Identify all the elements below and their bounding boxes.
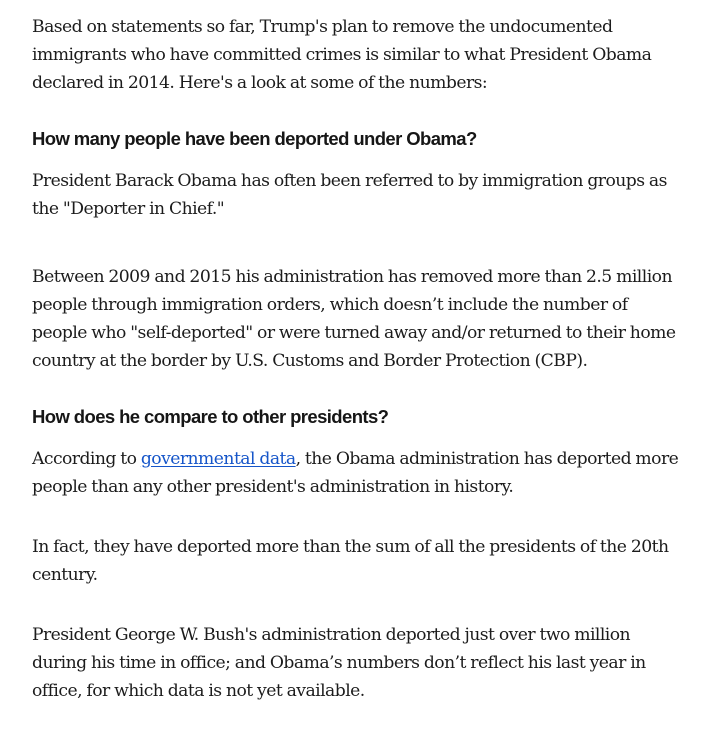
article-body [32, 13, 682, 705]
governmental-data-paragraph [32, 445, 682, 501]
twentieth-century-paragraph: In fact, they have deported more than the sum of all the presidents of the 20th century. [32, 537, 669, 585]
deporter-in-chief-paragraph: President Barack Obama has often been referred to by immigration groups as the "Deporter in Chief." [32, 171, 667, 219]
removals-statistics-paragraph: Between 2009 and 2015 his administration has removed more than 2.5 million people through immigration orders, which doesn’t include the number of people who "self-deported" or were turned away and/or returned to their home country at the border by U.S. Customs and Border Protection (CBP). [32, 267, 676, 371]
paragraph-text-before-link: According to [32, 449, 141, 469]
paragraph-text-after-link: , the Obama administration has deported more people than any other president's administration in history. [32, 449, 679, 497]
section-heading-compare-presidents: How does he compare to other presidents? [32, 406, 389, 427]
intro-paragraph: Based on statements so far, Trump's plan to remove the undocumented immigrants who have committed crimes is similar to what President Obama declared in 2014. Here's a look at some of the numbers: [32, 17, 652, 93]
bush-comparison-paragraph: President George W. Bush's administration deported just over two million during his time in office; and Obama’s numbers don’t reflect his last year in office, for which data is not yet available. [32, 625, 646, 701]
governmental-data-link[interactable]: governmental data [140, 449, 296, 469]
section-heading-obama-deportations: How many people have been deported under Obama? [32, 128, 477, 149]
